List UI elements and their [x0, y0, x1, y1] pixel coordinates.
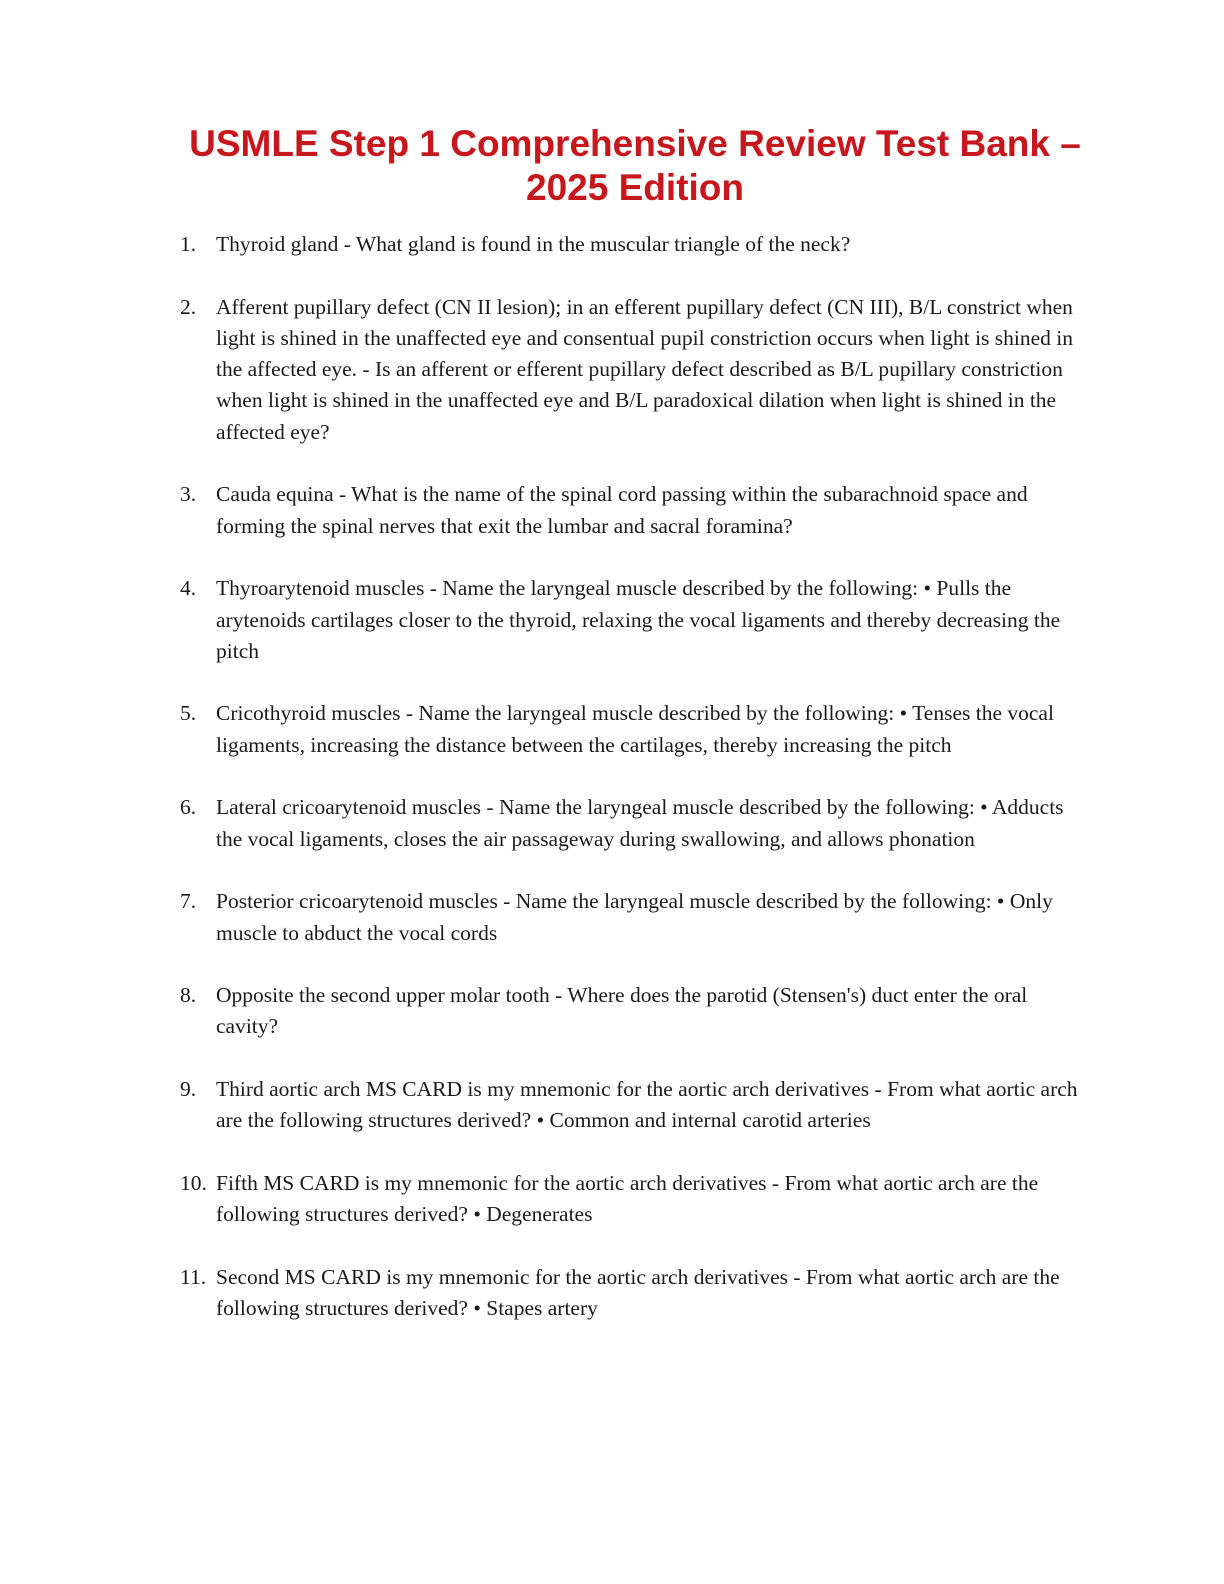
item-number: 1.	[180, 232, 197, 256]
list-item	[180, 1262, 1080, 1325]
list-item	[180, 980, 1080, 1043]
list-item	[180, 479, 1080, 542]
item-number: 10.	[180, 1170, 207, 1195]
item-number: 9.	[180, 1077, 197, 1102]
item-number: 2.	[180, 294, 197, 319]
item-text: Thyroid gland - What gland is found in the muscular triangle of the neck?	[216, 232, 851, 256]
item-text: Lateral cricoarytenoid muscles - Name the laryngeal muscle described by the following: • Adducts the vocal ligaments, closes the air passageway during swallowing, and allows phonation	[216, 795, 1064, 851]
item-text: Opposite the second upper molar tooth - Where does the parotid (Stensen's) duct enter the oral cavity?	[216, 983, 1028, 1039]
item-text: Fifth MS CARD is my mnemonic for the aortic arch derivatives - From what aortic arch are the following structures derived? • Degenerates	[216, 1170, 1039, 1227]
item-number: 3.	[180, 482, 197, 507]
item-text: Afferent pupillary defect (CN II lesion); in an efferent pupillary defect (CN III), B/L constrict when light is shined in the unaffected eye and consentual pupil constriction occurs when light is shined in the affected eye. - Is an afferent or efferent pupillary defect described as B/L pupillary constriction when light is shined in the unaffected eye and B/L paradoxical dilation when light is shined in the affected eye?	[216, 294, 1074, 444]
list-item	[180, 229, 1080, 260]
list-item	[180, 698, 1080, 761]
list-item	[180, 1168, 1080, 1231]
item-text: Posterior cricoarytenoid muscles - Name the laryngeal muscle described by the following: • Only muscle to abduct the vocal cords	[216, 889, 1053, 945]
item-text: Thyroarytenoid muscles - Name the laryngeal muscle described by the following: • Pulls the arytenoids cartilages closer to the thyroid, relaxing the vocal ligaments and thereby decreasing the pitch	[216, 576, 1061, 663]
document-title: USMLE Step 1 Comprehensive Review Test Bank – 2025 Edition	[189, 123, 1081, 208]
item-text: Cricothyroid muscles - Name the laryngeal muscle described by the following: • Tenses the vocal ligaments, increasing the distance between the cartilages, thereby increasing the pitch	[216, 701, 1054, 757]
item-text: Third aortic arch MS CARD is my mnemonic for the aortic arch derivatives - From what aortic arch are the following structures derived? • Common and internal carotid arteries	[216, 1077, 1078, 1133]
list-item	[180, 573, 1080, 667]
item-number: 8.	[180, 983, 197, 1008]
list-item	[180, 292, 1080, 448]
item-number: 5.	[180, 701, 197, 726]
item-number: 7.	[180, 889, 197, 914]
list-item	[180, 886, 1080, 949]
item-text: Second MS CARD is my mnemonic for the aortic arch derivatives - From what aortic arch are the following structures derived? • Stapes artery	[216, 1264, 1060, 1321]
list-item	[180, 1074, 1080, 1137]
item-number: 11.	[180, 1264, 207, 1289]
question-list	[180, 229, 1080, 1356]
item-number: 6.	[180, 795, 197, 820]
list-item	[180, 792, 1080, 855]
item-number: 4.	[180, 576, 197, 601]
item-text: Cauda equina - What is the name of the spinal cord passing within the subarachnoid space and forming the spinal nerves that exit the lumbar and sacral foramina?	[216, 482, 1028, 538]
